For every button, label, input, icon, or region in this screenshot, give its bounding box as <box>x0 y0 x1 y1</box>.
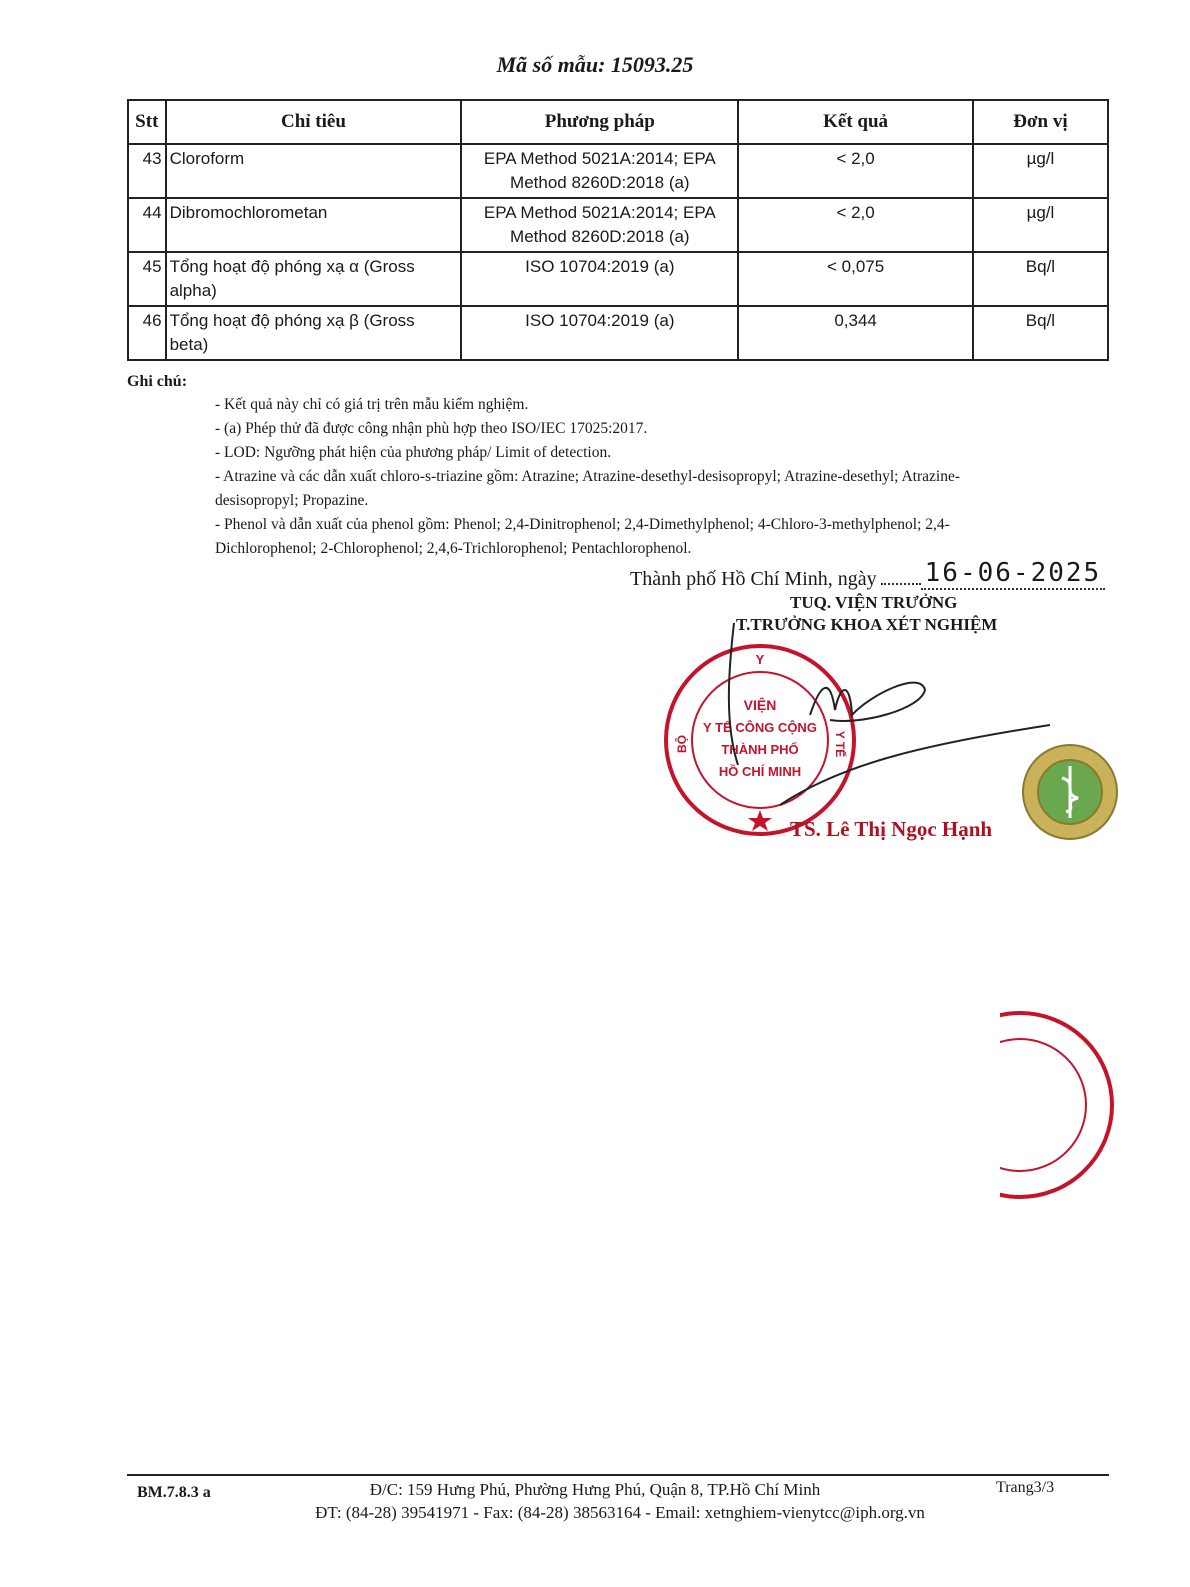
row-stt: 43 <box>128 144 166 198</box>
table-row <box>128 198 1108 252</box>
signature-stroke <box>780 725 1050 805</box>
row-method: ISO 10704:2019 (a) <box>461 306 738 360</box>
row-stt: 45 <box>128 252 166 306</box>
header-stt: Stt <box>128 100 166 144</box>
notes-title: Ghi chú: <box>127 373 188 390</box>
handwritten-signature <box>720 615 1070 835</box>
row-indicator: Tổng hoạt độ phóng xạ α (Gross alpha) <box>166 252 462 306</box>
signer-title-2: T.TRƯỞNG KHOA XÉT NGHIỆM <box>736 615 998 634</box>
row-unit: µg/l <box>973 198 1108 252</box>
row-result: < 2,0 <box>738 144 973 198</box>
row-method: EPA Method 5021A:2014; EPA Method 8260D:2018 (a) <box>461 144 738 198</box>
row-unit: µg/l <box>973 144 1108 198</box>
row-indicator: Tổng hoạt độ phóng xạ β (Gross beta) <box>166 306 462 360</box>
signature-stroke <box>729 623 738 765</box>
row-unit: Bq/l <box>973 252 1108 306</box>
table-row <box>128 144 1108 198</box>
header-unit: Đơn vị <box>973 100 1108 144</box>
stamp-line-4: HỒ CHÍ MINH <box>718 764 802 779</box>
row-indicator: Cloroform <box>166 144 462 198</box>
table-row <box>128 306 1108 360</box>
stamp-line-2: Y TẾ CÔNG CỘNG <box>703 720 817 735</box>
footer-address: Đ/C: 159 Hưng Phú, Phường Hưng Phú, Quận 8, TP.Hồ Chí Minh <box>369 1480 821 1499</box>
sample-code: Mã số mẫu: 15093.25 <box>496 52 694 77</box>
stamp-ring-top: Y <box>755 652 765 667</box>
row-method: ISO 10704:2019 (a) <box>461 252 738 306</box>
stamp-ring-right: Y TẾ <box>833 730 847 758</box>
page-number: Trang3/3 <box>996 1479 1055 1496</box>
note-item: - Atrazine và các dẫn xuất chloro-s-triazine gồm: Atrazine; Atrazine-desethyl-desisopropyl; Atrazine-desethyl; Atrazine-desisopropyl; Propazine. <box>215 468 961 509</box>
row-unit: Bq/l <box>973 306 1108 360</box>
note-item: - Kết quả này chỉ có giá trị trên mẫu kiểm nghiệm. <box>215 396 529 413</box>
handwritten-date: 16-06-2025 <box>921 558 1106 590</box>
place-date-prefix: Thành phố Hồ Chí Minh, ngày <box>630 568 877 590</box>
note-item: - (a) Phép thử đã được công nhận phù hợp theo ISO/IEC 17025:2017. <box>215 420 648 437</box>
note-item: - Phenol và dẫn xuất của phenol gồm: Phenol; 2,4-Dinitrophenol; 2,4-Dimethylphenol; 4-Chloro-3-methylphenol; 2,4-Dichlorophenol; 2-Chlorophenol; 2,4,6-Trichlorophenol; Pentachlorophenol. <box>215 516 950 557</box>
row-stt: 44 <box>128 198 166 252</box>
row-result: < 2,0 <box>738 198 973 252</box>
signer-name: TS. Lê Thị Ngọc Hạnh <box>790 817 993 841</box>
table-header-row <box>128 100 1108 144</box>
date-dots <box>881 583 921 585</box>
row-result: 0,344 <box>738 306 973 360</box>
results-table <box>127 99 1109 361</box>
footer-contact: ĐT: (84-28) 39541971 - Fax: (84-28) 38563164 - Email: xetnghiem-vienytcc@iph.org.vn <box>315 1503 925 1522</box>
row-result: < 0,075 <box>738 252 973 306</box>
stamp-ring-left: BỘ <box>675 735 689 753</box>
institution-seal-logo <box>1020 742 1120 842</box>
place-date <box>630 558 1105 594</box>
notes-list <box>215 393 995 561</box>
signature-stroke <box>810 683 925 721</box>
row-method: EPA Method 5021A:2014; EPA Method 8260D:2018 (a) <box>461 198 738 252</box>
stamp-line-3: THÀNH PHỐ <box>721 742 799 757</box>
header-method: Phương pháp <box>461 100 738 144</box>
note-item: - LOD: Ngưỡng phát hiện của phương pháp/ Limit of detection. <box>215 444 612 461</box>
table-row <box>128 252 1108 306</box>
row-indicator: Dibromochlorometan <box>166 198 462 252</box>
stamp-line-1: VIỆN <box>743 697 777 713</box>
footer-divider <box>127 1474 1109 1476</box>
partial-edge-stamp <box>1000 1005 1120 1205</box>
header-indicator: Chỉ tiêu <box>166 100 462 144</box>
signer-title-1: TUQ. VIỆN TRƯỞNG <box>790 593 958 612</box>
form-code: BM.7.8.3 a <box>137 1484 211 1501</box>
row-stt: 46 <box>128 306 166 360</box>
header-result: Kết quả <box>738 100 973 144</box>
